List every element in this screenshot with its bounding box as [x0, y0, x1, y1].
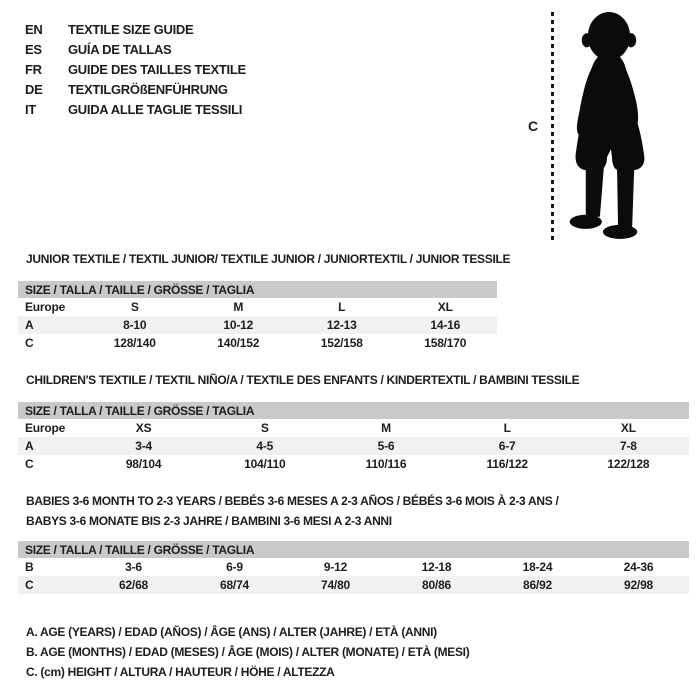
height-cell: 68/74: [184, 576, 285, 594]
legend-notes: [26, 622, 469, 682]
language-title-list: [25, 19, 246, 119]
size-cell: L: [503, 421, 511, 435]
months-cell: 24-36: [623, 560, 654, 574]
age-cell: 14-16: [394, 316, 498, 334]
row-label: Europe: [25, 300, 66, 314]
list-item: [25, 39, 246, 59]
height-cell: 104/110: [244, 457, 286, 471]
height-cell: 110/116: [365, 457, 407, 471]
list-item: [25, 19, 246, 39]
measure-c-label: C: [528, 118, 539, 134]
language-code: EN: [25, 21, 43, 37]
height-cell: 140/152: [217, 336, 260, 350]
age-cell: 8-10: [83, 316, 187, 334]
size-cell: M: [233, 300, 244, 314]
language-code: DE: [25, 81, 43, 97]
guide-title: TEXTILE SIZE GUIDE: [68, 21, 194, 37]
language-code: IT: [25, 101, 36, 117]
height-cell: 158/170: [424, 336, 467, 350]
size-cell: S: [260, 421, 269, 435]
age-cell: 5-6: [325, 437, 446, 455]
table-row: [18, 334, 497, 352]
row-label: C: [25, 336, 34, 350]
note-c: C. (cm) HEIGHT / ALTURA / HAUTEUR / HÖHE / ALTEZZA: [26, 665, 335, 679]
age-cell: 6-7: [447, 437, 568, 455]
height-cell: 92/98: [588, 576, 689, 594]
height-cell: 74/80: [285, 576, 386, 594]
age-cell: 12-13: [290, 316, 394, 334]
age-cell: 4-5: [204, 437, 325, 455]
size-cell: XL: [437, 300, 453, 314]
list-item: [25, 99, 246, 119]
age-cell: 3-4: [83, 437, 204, 455]
size-cell: S: [130, 300, 139, 314]
table-row: [18, 437, 689, 455]
months-cell: 18-24: [522, 560, 553, 574]
height-cell: 152/158: [320, 336, 363, 350]
size-cell: L: [338, 300, 346, 314]
babies-size-table: [18, 541, 689, 594]
size-cell: M: [381, 421, 391, 435]
size-header-bar: SIZE / TALLA / TAILLE / GRÖSSE / TAGLIA: [18, 541, 689, 558]
guide-title: GUIDE DES TAILLES TEXTILE: [68, 61, 246, 77]
row-label: C: [25, 457, 34, 471]
junior-section-title: JUNIOR TEXTILE / TEXTIL JUNIOR/ TEXTILE JUNIOR / JUNIORTEXTIL / JUNIOR TESSILE: [26, 252, 511, 266]
guide-title: TEXTILGRÖßENFÜHRUNG: [68, 81, 228, 97]
note-b: B. AGE (MONTHS) / EDAD (MESES) / ÂGE (MOIS) / ALTER (MONATE) / ETÀ (MESI): [26, 645, 470, 659]
language-code: ES: [25, 41, 42, 57]
table-row: [18, 455, 689, 473]
months-cell: 3-6: [125, 560, 142, 574]
months-cell: 9-12: [323, 560, 348, 574]
toddler-silhouette-image: [559, 9, 665, 245]
height-measure-dashed-line: [551, 12, 554, 242]
row-label: Europe: [25, 421, 66, 435]
row-label: C: [18, 576, 83, 594]
size-header-bar: SIZE / TALLA / TAILLE / GRÖSSE / TAGLIA: [18, 281, 497, 298]
guide-title: GUIDA ALLE TAGLIE TESSILI: [68, 101, 243, 117]
height-cell: 98/104: [125, 457, 162, 471]
babies-title-line-1: BABIES 3-6 MONTH TO 2-3 YEARS / BEBÉS 3-6 MESES A 2-3 AÑOS / BÉBÉS 3-6 MOIS À 2-3 ANS /: [26, 494, 559, 508]
children-size-table: [18, 402, 689, 473]
size-header-bar: SIZE / TALLA / TAILLE / GRÖSSE / TAGLIA: [18, 402, 689, 419]
months-cell: 6-9: [226, 560, 243, 574]
size-cell: XS: [135, 421, 152, 435]
table-row: [18, 298, 497, 316]
row-label: B: [25, 560, 34, 574]
height-cell: 86/92: [487, 576, 588, 594]
list-item: [25, 79, 246, 99]
row-label: A: [18, 437, 83, 455]
months-cell: 12-18: [421, 560, 452, 574]
babies-title-line-2: BABYS 3-6 MONATE BIS 2-3 JAHRE / BAMBINI 3-6 MESI A 2-3 ANNI: [26, 514, 392, 528]
junior-size-table: [18, 281, 497, 352]
children-section-title: CHILDREN'S TEXTILE / TEXTIL NIÑO/A / TEXTILE DES ENFANTS / KINDERTEXTIL / BAMBINI TESSILE: [26, 373, 580, 387]
table-row: [18, 558, 689, 576]
table-row: [18, 576, 689, 594]
height-cell: 128/140: [113, 336, 156, 350]
babies-section-title: [26, 491, 626, 531]
table-row: [18, 419, 689, 437]
size-cell: XL: [620, 421, 636, 435]
table-row: [18, 316, 497, 334]
height-cell: 62/68: [83, 576, 184, 594]
height-cell: 116/122: [486, 457, 528, 471]
row-label: A: [18, 316, 83, 334]
height-cell: 122/128: [607, 457, 650, 471]
note-a: A. AGE (YEARS) / EDAD (AÑOS) / ÂGE (ANS) / ALTER (JAHRE) / ETÀ (ANNI): [26, 625, 437, 639]
age-cell: 10-12: [187, 316, 291, 334]
list-item: [25, 59, 246, 79]
height-cell: 80/86: [386, 576, 487, 594]
guide-title: GUÍA DE TALLAS: [68, 41, 172, 57]
age-cell: 7-8: [568, 437, 689, 455]
language-code: FR: [25, 61, 42, 77]
